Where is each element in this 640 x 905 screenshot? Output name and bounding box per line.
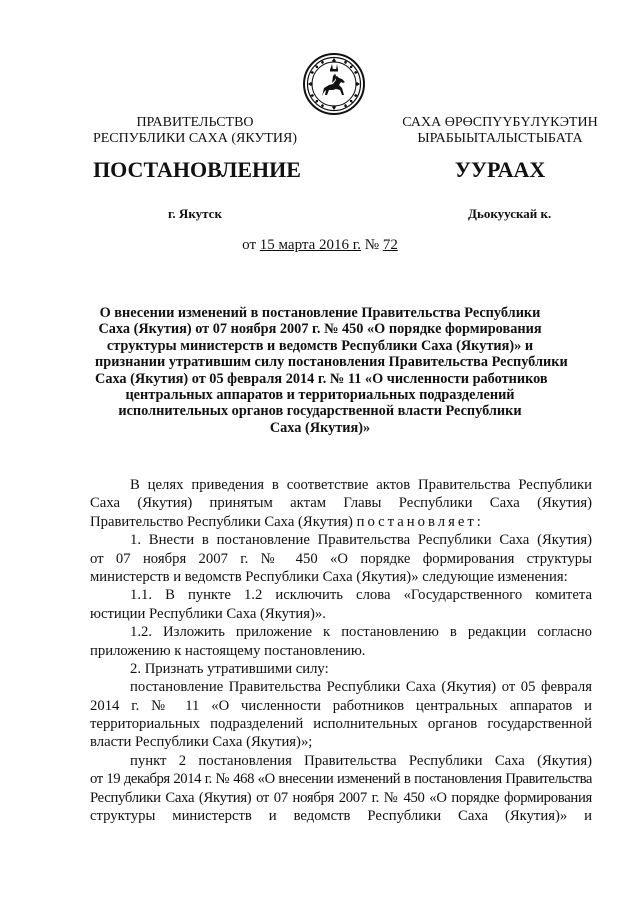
body-line: приложению к настоящему постановлению.: [90, 642, 366, 659]
paragraph-item-1-2: [90, 623, 592, 660]
body-line: власти Республики Саха (Якутия)»;: [90, 734, 313, 751]
title-line: Саха (Якутия)»: [269, 419, 371, 436]
document-body: [90, 476, 592, 825]
body-line: 2. Признать утратившими силу:: [130, 660, 329, 677]
title-line: Саха (Якутия) от 07 ноября 2007 г. № 450 «О порядке формирования: [98, 321, 542, 338]
body-line: пункт 2 постановления Правительства Республики Саха (Якутия): [130, 752, 592, 769]
title-line: структуры министерств и ведомств Республики Саха (Якутия)» и: [106, 337, 534, 354]
title-line: Саха (Якутия) от 05 февраля 2014 г. № 11 «О численности работников: [95, 370, 548, 387]
body-line: Республики Саха (Якутия) от 07 ноября 2007 г. № 450 «О порядке формирования: [90, 789, 592, 806]
body-line: 1.1. В пункте 1.2 исключить слова «Государственного комитета: [130, 587, 592, 604]
date-prefix: от: [242, 237, 257, 253]
header-org-sakha: [390, 115, 610, 147]
title-line: центральных аппаратов и территориальных подразделений: [125, 387, 515, 404]
doc-type-ru: ПОСТАНОВЛЕНИЕ: [93, 157, 301, 182]
sakha-coat-of-arms-icon: [302, 52, 366, 116]
paragraph-repeal-2: [90, 752, 592, 826]
doc-number: 72: [382, 237, 398, 253]
place-sakha: Дьокуускай к.: [468, 206, 552, 221]
body-line: территориальных подразделений исполнительных органов государственной: [90, 716, 592, 733]
header-org-ru: [70, 115, 320, 147]
header-org-ru-line2: РЕСПУБЛИКИ САХА (ЯКУТИЯ): [92, 131, 298, 146]
place-ru: г. Якутск: [168, 206, 222, 221]
title-line: исполнительных органов государственной власти Республики: [118, 403, 522, 420]
body-line-text: Правительство Республики Саха (Якутия): [90, 513, 353, 530]
body-line: министерств и ведомств Республики Саха (Якутия)» следующие изменения:: [90, 568, 568, 585]
body-line: 2014 г. № 11 «О численности работников центральных аппаратов и: [90, 697, 592, 714]
body-line: от 07 ноября 2007 г. № 450 «О порядке формирования структуры: [90, 550, 592, 567]
paragraph-item-1-1: [90, 586, 592, 623]
paragraph-item-1: [90, 531, 592, 586]
body-line: 1.2. Изложить приложение к постановлению в редакции согласно: [130, 624, 592, 641]
decree-word: постановляет:: [356, 513, 484, 530]
number-sign: №: [364, 237, 380, 253]
body-line: юстиции Республики Саха (Якутия)».: [90, 605, 326, 622]
paragraph-repeal-1: [90, 678, 592, 752]
body-line: от 19 декабря 2014 г. № 468 «О внесении изменений в постановления Правительства: [90, 771, 592, 788]
body-line: структуры министерств и ведомств Республики Саха (Якутия)» и: [90, 808, 592, 825]
doc-type-sakha: УУРААХ: [454, 157, 546, 182]
body-line: [90, 513, 592, 531]
body-line: постановление Правительства Республики Саха (Якутия) от 05 февраля: [130, 679, 592, 696]
header-org-sakha-line2: ЫРАБЫЫТАЛЫСТЫБАТА: [417, 131, 583, 146]
paragraph-preamble: [90, 476, 592, 531]
body-line: В целях приведения в соответствие актов Правительства Республики: [130, 477, 592, 493]
header-org-sakha-line1: САХА ӨРӨСПҮҮБҮЛҮКЭТИН: [402, 115, 598, 130]
header-org-ru-line1: ПРАВИТЕЛЬСТВО: [136, 115, 254, 130]
title-line: признании утратившим силу постановления Правительства Республики: [95, 354, 568, 371]
document-title: [95, 305, 568, 436]
paragraph-item-2: [90, 660, 592, 678]
date-line: [0, 236, 640, 254]
title-line: О внесении изменений в постановление Правительства Республики: [99, 305, 541, 321]
body-line: Саха (Якутия) принятым актам Главы Республики Саха (Якутия): [90, 495, 592, 512]
body-line: 1. Внести в постановление Правительства Республики Саха (Якутия): [130, 532, 592, 549]
date-value: 15 марта 2016 г.: [259, 237, 361, 253]
